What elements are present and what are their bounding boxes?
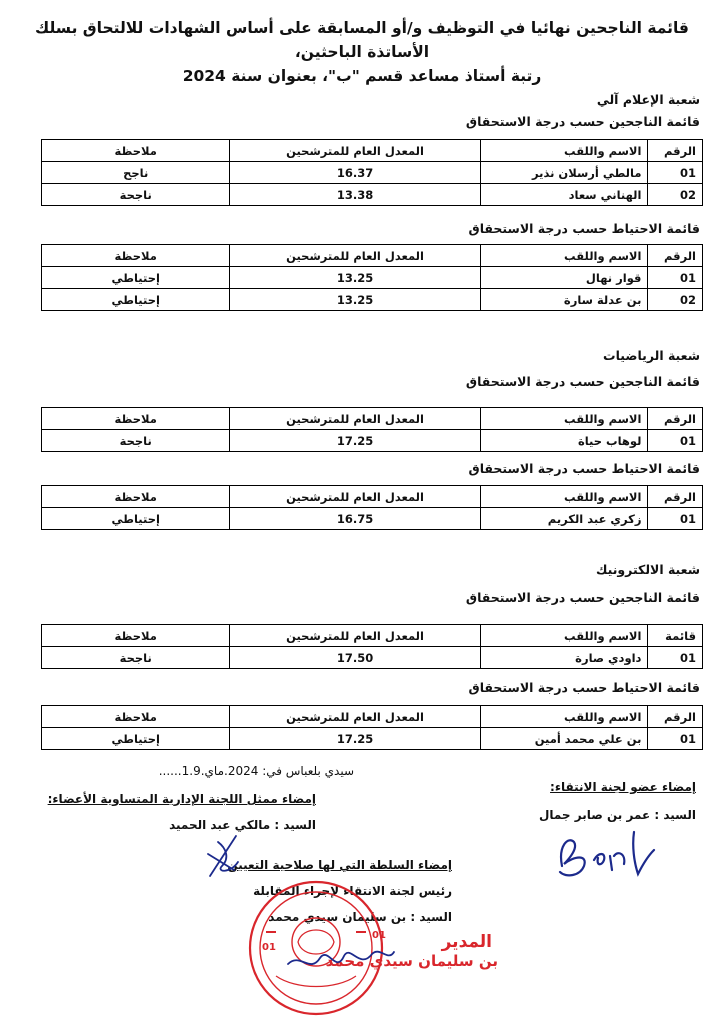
header-average: المعدل العام للمترشحين: [230, 706, 480, 728]
header-number: الرقم: [648, 140, 703, 162]
cell-average: 17.50: [230, 647, 480, 669]
header-average: المعدل العام للمترشحين: [230, 140, 480, 162]
table-header-row: [42, 140, 703, 162]
branch-heading: شعبة الالكترونيك: [595, 562, 700, 577]
cell-number: 02: [648, 289, 703, 311]
table-row: [42, 289, 703, 311]
cell-note: إحتياطي: [42, 508, 230, 530]
cell-name: بن عدلة سارة: [480, 289, 648, 311]
reserve-table: [41, 705, 703, 750]
cell-name: قوار نهال: [480, 267, 648, 289]
title-line-2: رتبة أستاذ مساعد قسم "ب"، بعنوان سنة 2024: [182, 67, 542, 85]
header-average: المعدل العام للمترشحين: [230, 408, 480, 430]
table-caption: قائمة الناجحين حسب درجة الاستحقاق: [465, 590, 700, 605]
header-number: الرقم: [648, 245, 703, 267]
header-average: المعدل العام للمترشحين: [230, 625, 480, 647]
cell-name: بن علي محمد أمين: [480, 728, 648, 750]
table-caption: قائمة الاحتياط حسب درجة الاستحقاق: [468, 221, 700, 236]
cell-average: 17.25: [230, 728, 480, 750]
reserve-table: [41, 485, 703, 530]
cell-name: زكري عبد الكريم: [480, 508, 648, 530]
table-row: [42, 430, 703, 452]
cell-note: إحتياطي: [42, 267, 230, 289]
cell-note: إحتياطي: [42, 728, 230, 750]
header-note: ملاحظة: [42, 245, 230, 267]
stamp-director-name: بن سليمان سيدي محمد: [325, 952, 498, 970]
cell-average: 13.25: [230, 267, 480, 289]
header-name: الاسم واللقب: [480, 486, 648, 508]
table-row: [42, 508, 703, 530]
joint-committee-name: السيد : مالكي عبد الحميد: [169, 818, 316, 832]
authority-title: إمضاء السلطة التي لها صلاحية التعيين: [227, 858, 452, 872]
header-average: المعدل العام للمترشحين: [230, 245, 480, 267]
table-header-row: [42, 625, 703, 647]
cell-number: 01: [648, 430, 703, 452]
cell-note: ناجح: [42, 162, 230, 184]
cell-number: 02: [648, 184, 703, 206]
committee-member-title: إمضاء عضو لجنة الانتقاء:: [550, 780, 696, 794]
cell-number: 01: [648, 728, 703, 750]
results-table: [41, 139, 703, 206]
cell-name: مالطي أرسلان نذير: [480, 162, 648, 184]
table-header-row: [42, 408, 703, 430]
cell-note: ناجحة: [42, 184, 230, 206]
table-row: [42, 728, 703, 750]
cell-average: 16.75: [230, 508, 480, 530]
table-caption: قائمة الاحتياط حسب درجة الاستحقاق: [468, 680, 700, 695]
cell-note: ناجحة: [42, 647, 230, 669]
table-caption: قائمة الناجحين حسب درجة الاستحقاق: [465, 114, 700, 129]
cell-number: 01: [648, 508, 703, 530]
header-name: الاسم واللقب: [480, 706, 648, 728]
table-row: [42, 647, 703, 669]
reserve-table: [41, 244, 703, 311]
results-table: [41, 624, 703, 669]
header-name: الاسم واللقب: [480, 140, 648, 162]
header-name: الاسم واللقب: [480, 625, 648, 647]
branch-heading: شعبة الإعلام آلي: [596, 92, 700, 107]
stamp-director-title: المدير: [441, 932, 492, 952]
title-line-1: قائمة الناجحين نهائيا في التوظيف و/أو المسابقة على أساس الشهادات للالتحاق بسلك الأساتذة الباحثين،: [35, 19, 689, 61]
authority-name: السيد : بن سليمان سيدي محمد: [268, 910, 452, 924]
cell-average: 17.25: [230, 430, 480, 452]
header-note: ملاحظة: [42, 706, 230, 728]
table-row: [42, 267, 703, 289]
results-table: [41, 407, 703, 452]
stamp-number-right: 01: [372, 930, 386, 941]
cell-note: ناجحة: [42, 430, 230, 452]
date-line: سيدي بلعباس في: 2024.ماي.1.9......: [158, 764, 354, 778]
table-caption: قائمة الناجحين حسب درجة الاستحقاق: [465, 374, 700, 389]
authority-role: رئيس لجنة الانتقاء لإجراء المقابلة: [253, 884, 452, 898]
branch-heading: شعبة الرياضيات: [603, 348, 700, 363]
header-number: قائمة: [648, 625, 703, 647]
table-row: [42, 162, 703, 184]
committee-member-name: السيد : عمر بن صابر جمال: [538, 808, 696, 822]
header-number: الرقم: [648, 706, 703, 728]
header-number: الرقم: [648, 408, 703, 430]
header-name: الاسم واللقب: [480, 245, 648, 267]
table-header-row: [42, 245, 703, 267]
header-note: ملاحظة: [42, 486, 230, 508]
stamp-number-left: 01: [262, 942, 276, 953]
joint-committee-title: إمضاء ممثل اللجنة الإدارية المتساوية الأعضاء:: [47, 792, 316, 806]
header-note: ملاحظة: [42, 408, 230, 430]
cell-name: داودي صارة: [480, 647, 648, 669]
signature-director: [280, 934, 400, 984]
table-header-row: [42, 706, 703, 728]
header-name: الاسم واللقب: [480, 408, 648, 430]
cell-average: 16.37: [230, 162, 480, 184]
table-caption: قائمة الاحتياط حسب درجة الاستحقاق: [468, 461, 700, 476]
header-average: المعدل العام للمترشحين: [230, 486, 480, 508]
document-title: [20, 16, 704, 88]
header-note: ملاحظة: [42, 140, 230, 162]
table-header-row: [42, 486, 703, 508]
cell-number: 01: [648, 647, 703, 669]
cell-number: 01: [648, 162, 703, 184]
signature-committee-member: [548, 826, 668, 888]
cell-note: إحتياطي: [42, 289, 230, 311]
cell-number: 01: [648, 267, 703, 289]
cell-name: الهناني سعاد: [480, 184, 648, 206]
cell-name: لوهاب حياة: [480, 430, 648, 452]
header-note: ملاحظة: [42, 625, 230, 647]
cell-average: 13.25: [230, 289, 480, 311]
table-row: [42, 184, 703, 206]
header-number: الرقم: [648, 486, 703, 508]
cell-average: 13.38: [230, 184, 480, 206]
